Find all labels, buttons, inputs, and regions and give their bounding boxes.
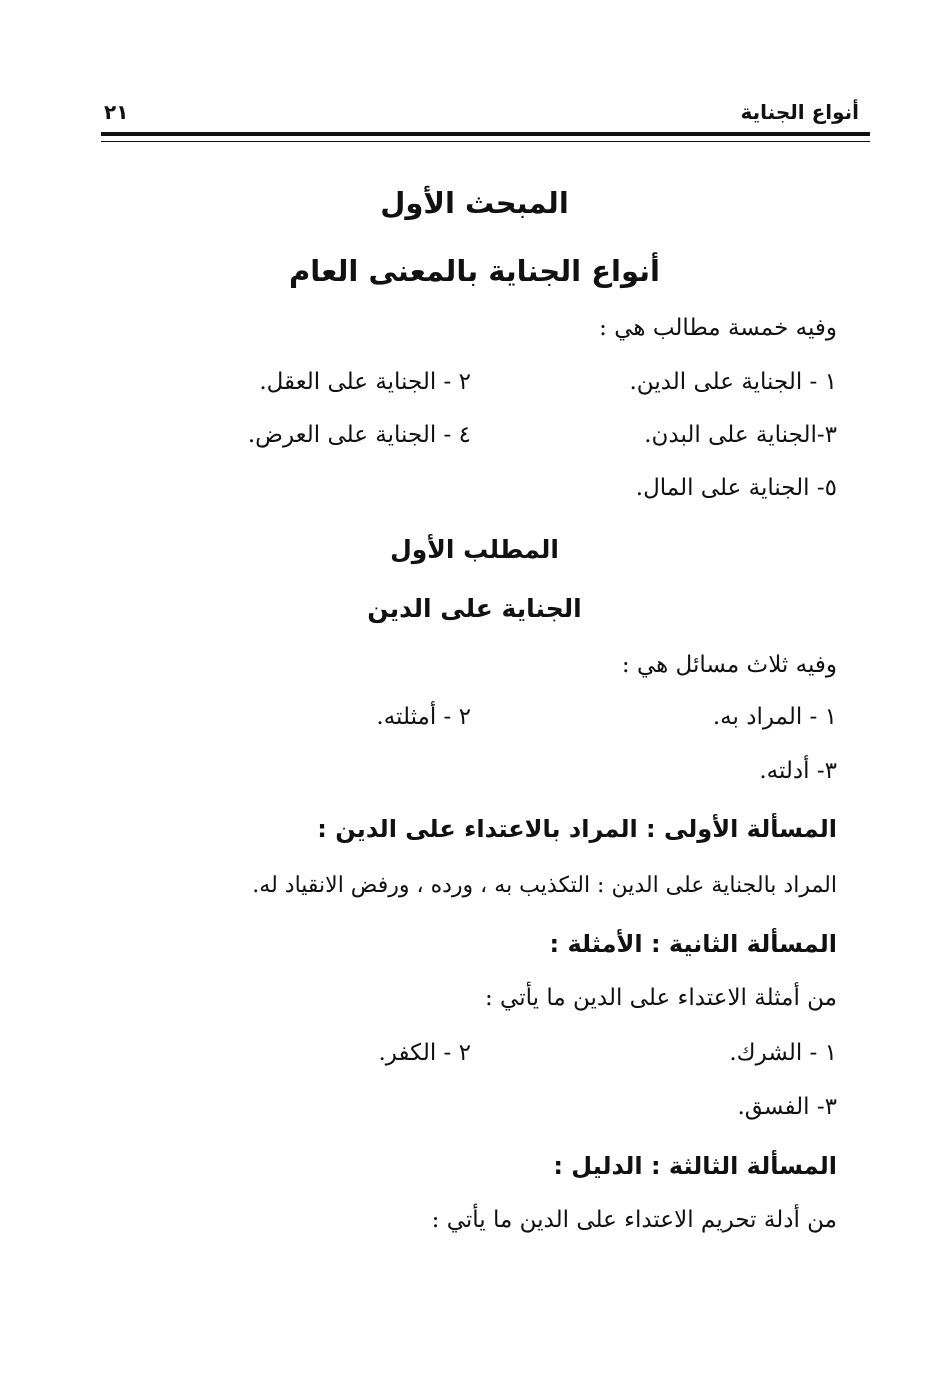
list-item: ٥- الجناية على المال.: [635, 475, 837, 501]
issue-title: المسألة الأولى : المراد بالاعتداء على الدين :: [317, 815, 837, 843]
section-title: المبحث الأول: [380, 186, 569, 220]
list-item: ٣- الفسق.: [737, 1094, 837, 1120]
list-item: ٣- أدلته.: [759, 758, 837, 784]
header-rule-thick: [101, 132, 870, 136]
running-title: أنواع الجناية: [740, 100, 859, 124]
list-item: ٢ - الجناية على العقل.: [259, 369, 471, 395]
issue-text: المراد بالجناية على الدين : التكذيب به ، ورده ، ورفض الانقياد له.: [252, 873, 837, 898]
issue-title: المسألة الثالثة : الدليل :: [553, 1152, 837, 1180]
issue-intro: من أدلة تحريم الاعتداء على الدين ما يأتي :: [431, 1207, 837, 1233]
list-item: ١ - الشرك.: [729, 1040, 837, 1066]
list-item: ٤ - الجناية على العرض.: [247, 422, 471, 448]
list-item: ١ - الجناية على الدين.: [629, 369, 837, 395]
list-item: ٢ - أمثلته.: [376, 704, 471, 730]
list-item: ١ - المراد به.: [712, 704, 837, 730]
subsection-intro: وفيه ثلاث مسائل هي :: [621, 652, 837, 678]
subsection-subtitle: الجناية على الدين: [367, 594, 582, 623]
list-item: ٢ - الكفر.: [378, 1040, 471, 1066]
header-rule-thin: [101, 141, 870, 142]
subsection-title: المطلب الأول: [390, 535, 559, 564]
issue-intro: من أمثلة الاعتداء على الدين ما يأتي :: [485, 985, 837, 1011]
section-intro: وفيه خمسة مطالب هي :: [599, 315, 837, 341]
page-number: ٢١: [104, 100, 129, 124]
section-subtitle: أنواع الجناية بالمعنى العام: [289, 254, 660, 288]
list-item: ٣-الجناية على البدن.: [644, 422, 837, 448]
issue-title: المسألة الثانية : الأمثلة :: [549, 930, 837, 958]
